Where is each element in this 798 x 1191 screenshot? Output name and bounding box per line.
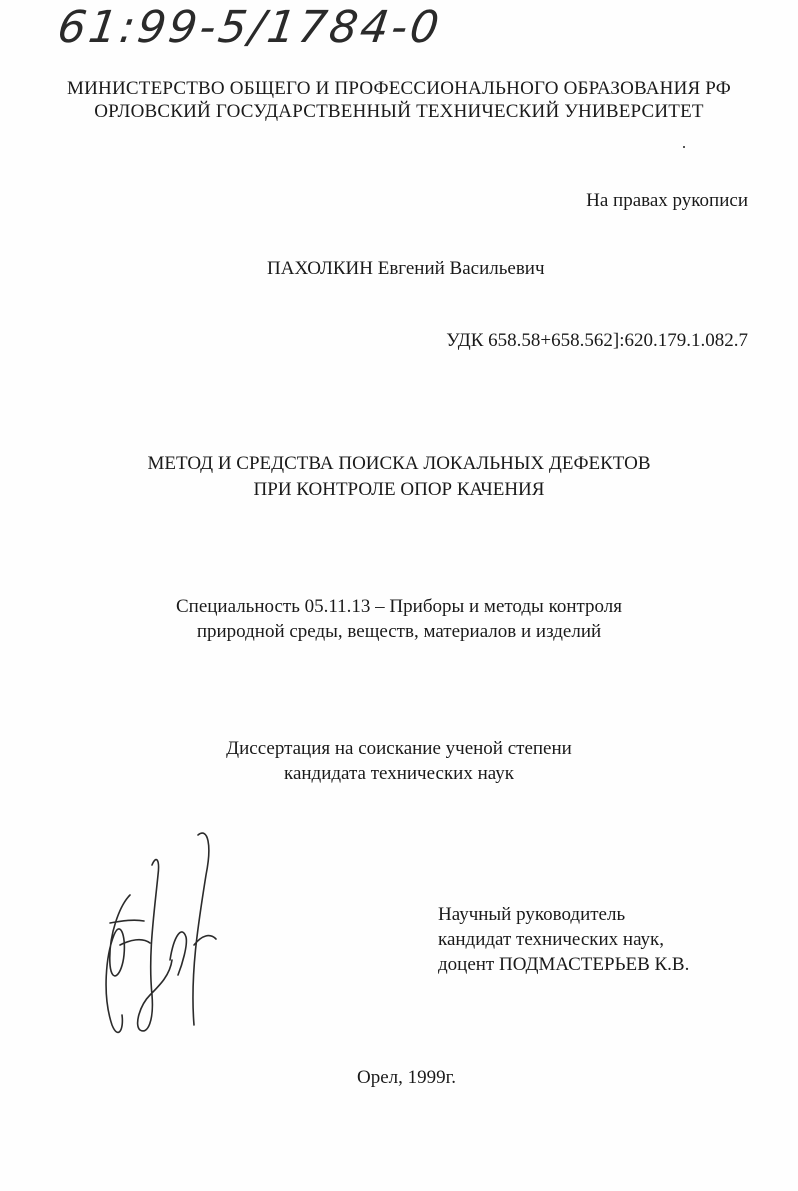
specialty bbox=[0, 594, 798, 644]
title-line-1: МЕТОД И СРЕДСТВА ПОИСКА ЛОКАЛЬНЫХ ДЕФЕКТОВ bbox=[147, 453, 651, 474]
degree-line-2: кандидата технических наук bbox=[284, 763, 514, 784]
university-name: ОРЛОВСКИЙ ГОСУДАРСТВЕННЫЙ ТЕХНИЧЕСКИЙ УНИВЕРСИТЕТ bbox=[94, 101, 704, 122]
manuscript-note: На правах рукописи bbox=[586, 190, 748, 211]
scan-speck bbox=[683, 146, 685, 148]
specialty-line-2: природной среды, веществ, материалов и изделий bbox=[196, 621, 602, 642]
place-and-date: Орел, 1999г. bbox=[357, 1067, 457, 1088]
handwritten-shelfmark: 61:99-5/1784-0 bbox=[54, 2, 445, 53]
title-line-2: ПРИ КОНТРОЛЕ ОПОР КАЧЕНИЯ bbox=[253, 479, 545, 500]
degree-line-1: Диссертация на соискание ученой степени bbox=[226, 738, 572, 759]
specialty-line-1: Специальность 05.11.13 – Приборы и методы контроля bbox=[175, 596, 623, 617]
institution-header bbox=[0, 77, 798, 123]
dissertation-title bbox=[0, 451, 798, 503]
scientific-supervisor bbox=[438, 902, 689, 977]
supervisor-line-1: Научный руководитель bbox=[438, 904, 626, 925]
author-name: ПАХОЛКИН Евгений Васильевич bbox=[267, 258, 545, 279]
supervisor-line-3: доцент ПОДМАСТЕРЬЕВ К.В. bbox=[438, 954, 690, 975]
ministry-name: МИНИСТЕРСТВО ОБЩЕГО И ПРОФЕССИОНАЛЬНОГО ОБРАЗОВАНИЯ РФ bbox=[67, 78, 731, 99]
supervisor-line-2: кандидат технических наук, bbox=[438, 929, 665, 950]
udc-code: УДК 658.58+658.562]:620.179.1.082.7 bbox=[446, 330, 748, 351]
handwritten-signature bbox=[90, 825, 230, 1055]
degree-statement bbox=[0, 736, 798, 786]
